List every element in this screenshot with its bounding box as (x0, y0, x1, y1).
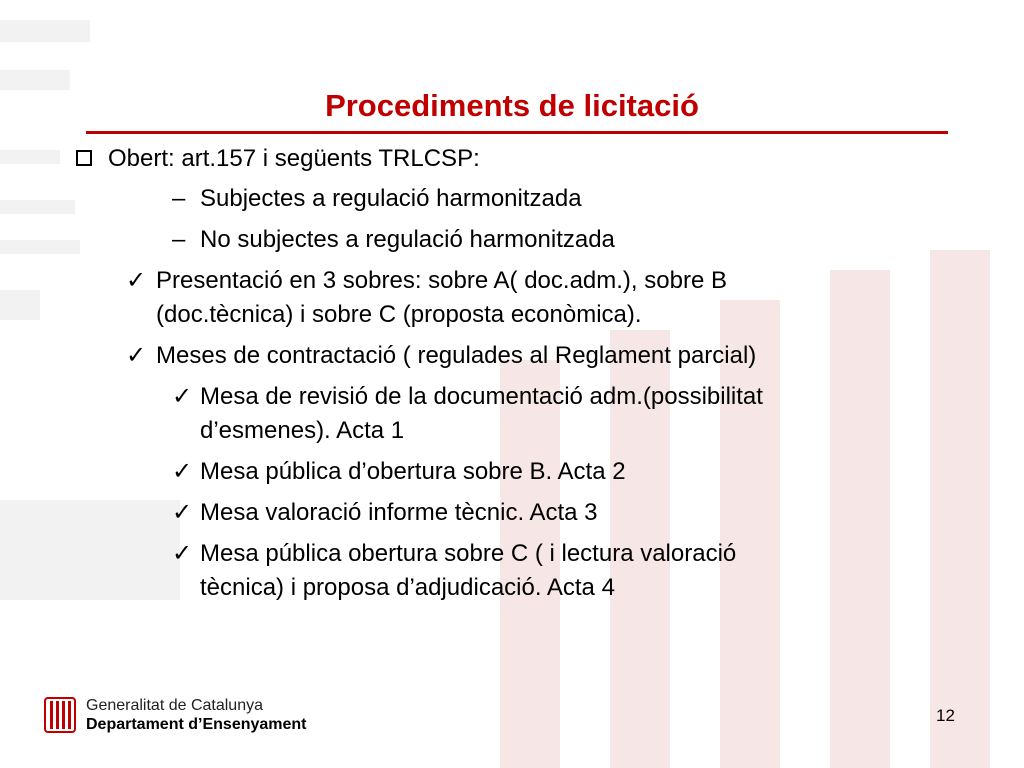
page-number: 12 (936, 706, 955, 725)
bullet-mesa-obertura-c-line2: tècnica) i proposa d’adjudicació. Acta 4 (200, 574, 615, 601)
checkmark-icon: ✓ (172, 499, 193, 526)
bullet-presentacio-line1: Presentació en 3 sobres: sobre A( doc.adm.), sobre B (156, 267, 727, 294)
title-underline (86, 131, 948, 134)
square-bullet-icon (76, 150, 92, 166)
checkmark-icon: ✓ (172, 383, 193, 410)
dash-icon: – (172, 185, 186, 212)
checkmark-icon: ✓ (126, 267, 147, 294)
bullet-meses: Meses de contractació ( regulades al Reglament parcial) (156, 342, 757, 369)
generalitat-logo-icon (44, 697, 76, 733)
bullet-mesa-revisio-line2: d’esmenes). Acta 1 (200, 417, 405, 444)
footer-org-line2: Departament d’Ensenyament (86, 716, 307, 733)
bullet-presentacio-line2: (doc.tècnica) i sobre C (proposta econòmica). (156, 301, 642, 328)
bullet-obert: Obert: art.157 i següents TRLCSP: (108, 145, 480, 172)
checkmark-icon: ✓ (172, 458, 193, 485)
dash-icon: – (172, 226, 186, 253)
checkmark-icon: ✓ (126, 342, 147, 369)
slide-title: Procediments de licitació (325, 88, 699, 123)
sub-bullet-no-harmonitzada: No subjectes a regulació harmonitzada (200, 226, 615, 253)
bullet-mesa-revisio-line1: Mesa de revisió de la documentació adm.(possibilitat (200, 383, 763, 410)
bullet-mesa-obertura-c-line1: Mesa pública obertura sobre C ( i lectura valoració (200, 540, 737, 567)
bullet-mesa-valoracio: Mesa valoració informe tècnic. Acta 3 (200, 499, 598, 526)
sub-bullet-harmonitzada: Subjectes a regulació harmonitzada (200, 185, 582, 212)
checkmark-icon: ✓ (172, 540, 193, 567)
footer-org-line1: Generalitat de Catalunya (86, 697, 263, 714)
bullet-mesa-obertura-b: Mesa pública d’obertura sobre B. Acta 2 (200, 458, 626, 485)
